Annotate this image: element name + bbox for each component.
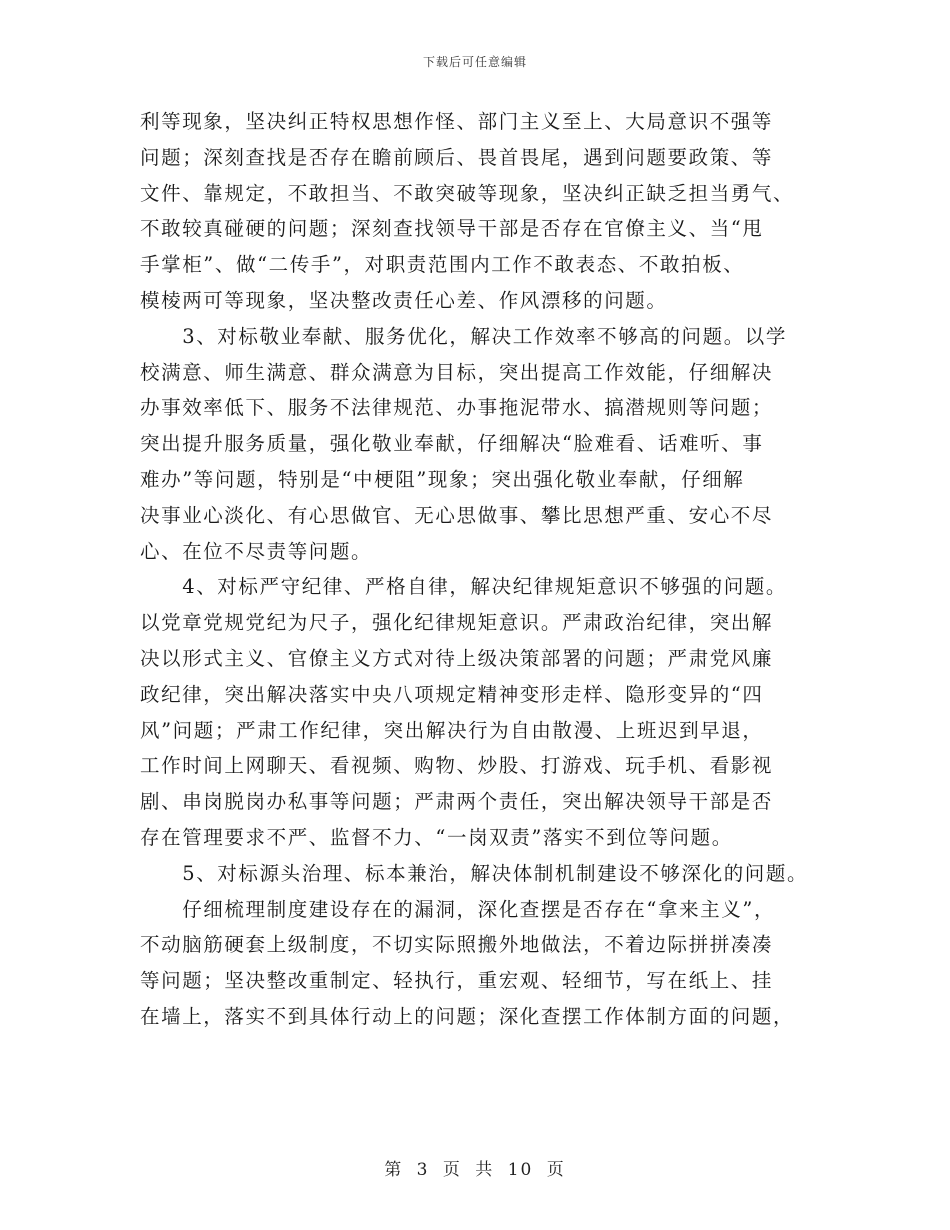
text-line-5: 手掌柜”、做“二传手”，对职责范围内工作不敢表态、不敢拍板、 [140,253,745,277]
text-line-22: 5、对标源头治理、标本兼治，解决体制机制建设不够深化的问题。 [140,861,809,885]
header-note: 下载后可任意编辑 [422,55,527,69]
text-line-7: 3、对标敬业奉献、服务优化，解决工作效率不够高的问题。以学 [140,324,788,348]
text-line-23: 仔细梳理制度建设存在的漏洞，深化查摆是否存在“拿来主义”， [140,897,776,921]
text-line-25: 等问题；坚决整改重制定、轻执行，重宏观、轻细节，写在纸上、挂 [140,969,774,993]
text-line-14: 4、对标严守纪律、严格自律，解决纪律规矩意识不够强的问题。 [140,575,788,599]
text-line-18: 风”问题；严肃工作纪律，突出解决行为自由散漫、上班迟到早退， [140,718,764,742]
text-line-12: 决事业心淡化、有心思做官、无心思做事、攀比思想严重、安心不尽 [140,503,774,527]
text-line-20: 剧、串岗脱岗办私事等问题；严肃两个责任，突出解决领导干部是否 [140,790,774,814]
text-line-11: 难办”等问题，特别是“中梗阻”现象；突出强化敬业奉献，仔细解 [140,467,745,491]
text-line-4: 不敢较真碰硬的问题；深刻查找领导干部是否存在官僚主义、当“甩 [140,217,764,241]
text-line-8: 校满意、师生满意、群众满意为目标，突出提高工作效能，仔细解决 [140,360,774,384]
text-line-2: 问题；深刻查找是否存在瞻前顾后、畏首畏尾，遇到问题要政策、等 [140,145,774,169]
text-line-10: 突出提升服务质量，强化敬业奉献，仔细解决“脸难看、话难听、事 [140,432,764,456]
text-line-16: 决以形式主义、官僚主义方式对待上级决策部署的问题；严肃党风廉 [140,646,774,670]
text-line-6: 模棱两可等现象，坚决整改责任心差、作风漂移的问题。 [140,288,668,312]
text-line-19: 工作时间上网聊天、看视频、购物、炒股、打游戏、玩手机、看影视 [140,754,774,778]
text-line-17: 政纪律，突出解决落实中央八项规定精神变形走样、隐形变异的“四 [140,682,764,706]
text-line-21: 存在管理要求不严、监督不力、“一岗双责”落实不到位等问题。 [140,825,733,849]
body-text [140,104,822,1035]
text-line-24: 不动脑筋硬套上级制度，不切实际照搬外地做法，不着边际拼拼凑凑 [140,933,774,957]
text-line-26: 在墙上，落实不到具体行动上的问题；深化查摆工作体制方面的问题， [140,1004,795,1028]
page-number-footer: 第 3 页 共 10 页 [384,1160,566,1180]
text-line-9: 办事效率低下、服务不法律规范、办事拖泥带水、搞潜规则等问题； [140,396,774,420]
text-line-13: 心、在位不尽责等问题。 [140,539,373,563]
text-line-1: 利等现象，坚决纠正特权思想作怪、部门主义至上、大局意识不强等 [140,110,774,133]
text-line-15: 以党章党规党纪为尺子，强化纪律规矩意识。严肃政治纪律，突出解 [140,611,774,635]
text-line-3: 文件、靠规定，不敢担当、不敢突破等现象，坚决纠正缺乏担当勇气、 [140,181,795,205]
